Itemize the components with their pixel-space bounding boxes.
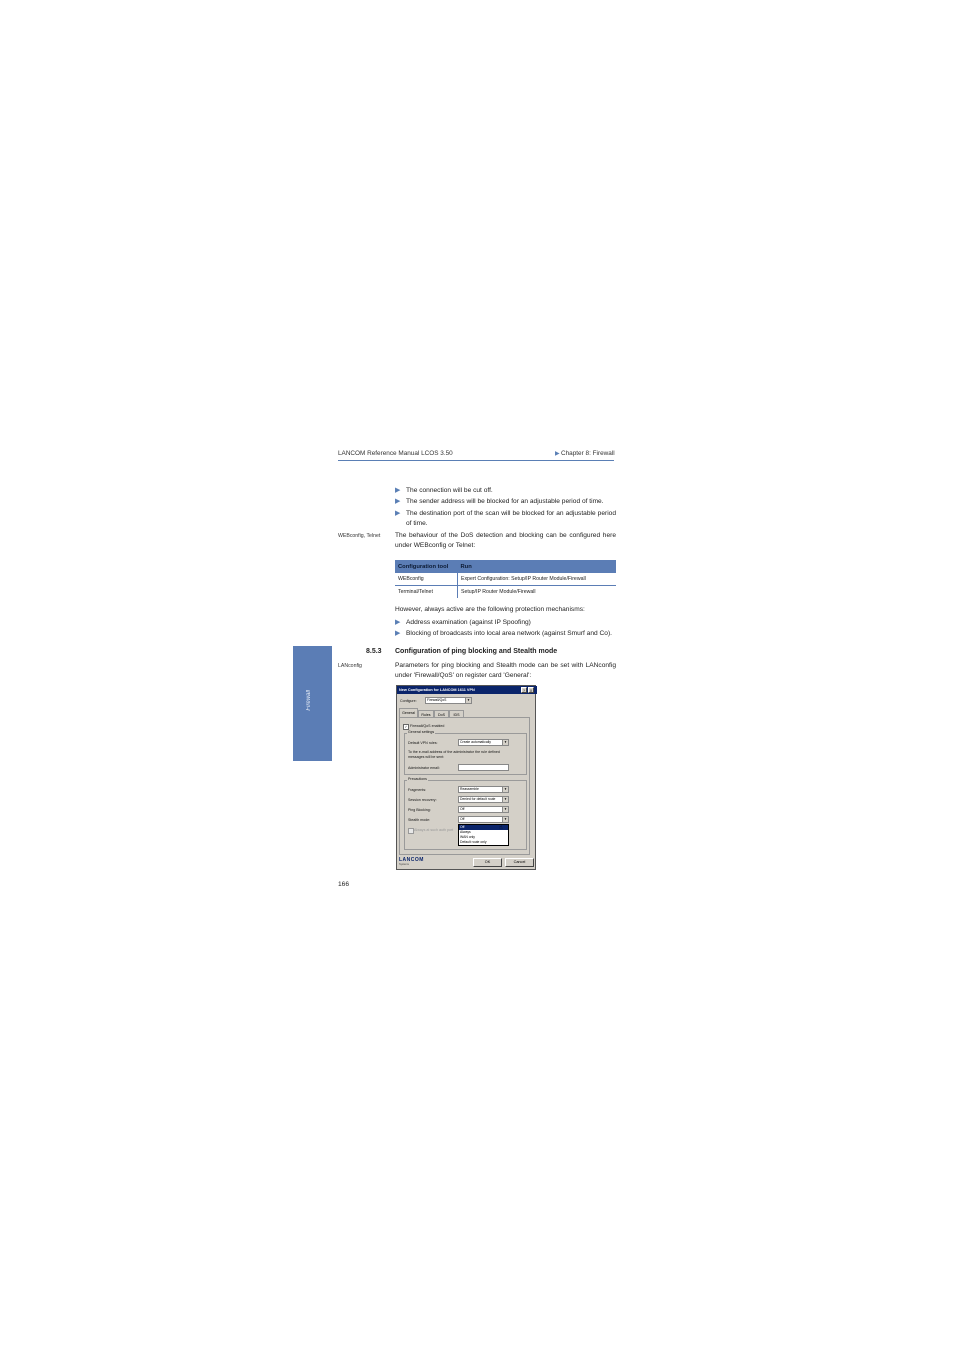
list-item: ▶ The destination port of the scan will be blocked for an adjustable period of time. bbox=[395, 510, 616, 527]
table-cell: WEBconfig bbox=[395, 573, 458, 586]
cancel-button[interactable]: Cancel bbox=[505, 858, 534, 867]
arrow-right-icon: ▶ bbox=[395, 487, 401, 494]
arrow-right-icon: ▶ bbox=[395, 619, 401, 626]
list-item: ▶ Address examination (against IP Spoofing) bbox=[395, 619, 531, 626]
table-cell: Expert Configuration: Setup/IP Router Module/Firewall bbox=[458, 573, 617, 586]
help-button[interactable]: ? bbox=[521, 687, 527, 693]
page-number: 166 bbox=[338, 881, 350, 888]
paragraph-lanconfig: Parameters for ping blocking and Stealth mode can be set with LANconfig under 'Firewall/QoS' on register card 'General': bbox=[395, 662, 616, 679]
chevron-down-icon: ▼ bbox=[467, 698, 470, 702]
email-note-line1: To the e-mail address of the administrator the rule defined bbox=[408, 750, 500, 754]
fragments-select[interactable]: Reassemble ▼ bbox=[458, 786, 509, 793]
default-vpn-label: Default VPN rules: bbox=[408, 741, 438, 745]
fragments-label: Fragments: bbox=[408, 788, 427, 792]
lancom-logo: LANCOM bbox=[399, 857, 424, 863]
email-note-line2: messages will be sent: bbox=[408, 755, 445, 759]
chevron-down-icon: ▼ bbox=[504, 787, 507, 791]
configure-select[interactable]: Firewall/QoS ▼ bbox=[425, 697, 472, 704]
sidebar-label: Firewall bbox=[306, 690, 312, 711]
lancom-logo-sub: Systems bbox=[399, 863, 409, 866]
chevron-down-icon: ▼ bbox=[504, 797, 507, 801]
precautions-title: Precautions bbox=[408, 777, 427, 781]
firewall-enabled-checkbox[interactable]: ✓ bbox=[404, 725, 408, 729]
paragraph-dos: The behaviour of the DoS detection and blocking can be configured here under WEBconfig or Telnet: bbox=[395, 532, 616, 549]
tab-general[interactable]: General bbox=[399, 708, 418, 718]
dialog-titlebar: New Configuration for LANCOM 1611 VPN bbox=[397, 686, 537, 694]
list-item: ▶ The sender address will be blocked for an adjustable period of time. bbox=[395, 498, 604, 505]
table-row bbox=[395, 573, 616, 586]
table-row bbox=[395, 586, 616, 599]
chapter-sidebar bbox=[293, 646, 332, 761]
tab-rules[interactable]: Rules bbox=[418, 710, 434, 718]
table-cell: Terminal/Telnet bbox=[395, 586, 458, 599]
dropdown-option[interactable]: Always bbox=[460, 830, 471, 834]
chevron-down-icon: ▼ bbox=[504, 740, 507, 744]
configure-label: Configure: bbox=[400, 699, 417, 703]
list-item: ▶ Blocking of broadcasts into local area network (against Smurf and Co). bbox=[395, 630, 612, 637]
config-table bbox=[395, 560, 616, 598]
header-rule bbox=[338, 460, 614, 461]
arrow-right-icon: ▶ bbox=[395, 498, 401, 505]
session-recovery-select[interactable]: Denied for default route ▼ bbox=[458, 796, 509, 803]
paragraph-always: However, always active are the following protection mechanisms: bbox=[395, 606, 585, 613]
margin-note-webconfig: WEBconfig, Telnet bbox=[338, 533, 381, 539]
table-header-row bbox=[395, 560, 616, 573]
close-button[interactable]: X bbox=[529, 689, 533, 693]
arrow-right-icon: ▶ bbox=[395, 510, 401, 517]
table-header-tool: Configuration tool bbox=[395, 560, 458, 573]
tab-ids[interactable]: IDS bbox=[449, 710, 464, 718]
cursor-icon: ☝ bbox=[499, 825, 503, 831]
arrow-right-icon: ▶ bbox=[555, 451, 560, 457]
admin-email-label: Administrator email: bbox=[408, 766, 440, 770]
section-title: Configuration of ping blocking and Stealth mode bbox=[395, 648, 558, 655]
firewall-enabled-label: Firewall/QoS enabled bbox=[410, 724, 445, 728]
header-chapter-label: Chapter 8: Firewall bbox=[561, 450, 615, 457]
stealth-mode-select[interactable]: Off ▼ bbox=[458, 816, 509, 823]
session-recovery-label: Session recovery: bbox=[408, 798, 437, 802]
arrow-right-icon: ▶ bbox=[395, 630, 401, 637]
list-item: ▶ The connection will be cut off. bbox=[395, 487, 493, 494]
table-header-run: Run bbox=[458, 560, 617, 573]
disabled-check-label: Always at such auth port bbox=[414, 828, 454, 832]
header-title: LANCOM Reference Manual LCOS 3.50 bbox=[338, 450, 453, 457]
margin-note-lanconfig: LANconfig bbox=[338, 663, 362, 669]
dropdown-option[interactable]: WAN only bbox=[460, 835, 475, 839]
ping-blocking-select[interactable]: Off ▼ bbox=[458, 806, 509, 813]
header-chapter bbox=[555, 450, 615, 457]
chevron-down-icon: ▼ bbox=[504, 807, 507, 811]
default-vpn-select[interactable]: Create automatically ▼ bbox=[458, 739, 509, 746]
ok-button[interactable]: OK bbox=[473, 858, 502, 867]
dropdown-option[interactable]: Default route only bbox=[460, 840, 487, 844]
admin-email-input[interactable] bbox=[458, 764, 509, 771]
tab-dos[interactable]: DoS bbox=[434, 710, 449, 718]
chevron-down-icon: ▼ bbox=[504, 817, 507, 821]
table-cell: Setup/IP Router Module/Firewall bbox=[461, 589, 536, 595]
general-settings-title: General settings bbox=[408, 730, 435, 734]
ping-blocking-label: Ping Blocking: bbox=[408, 808, 431, 812]
stealth-mode-label: Stealth mode: bbox=[408, 818, 431, 822]
dropdown-option[interactable]: Off bbox=[459, 825, 508, 830]
section-number: 8.5.3 bbox=[366, 648, 382, 655]
